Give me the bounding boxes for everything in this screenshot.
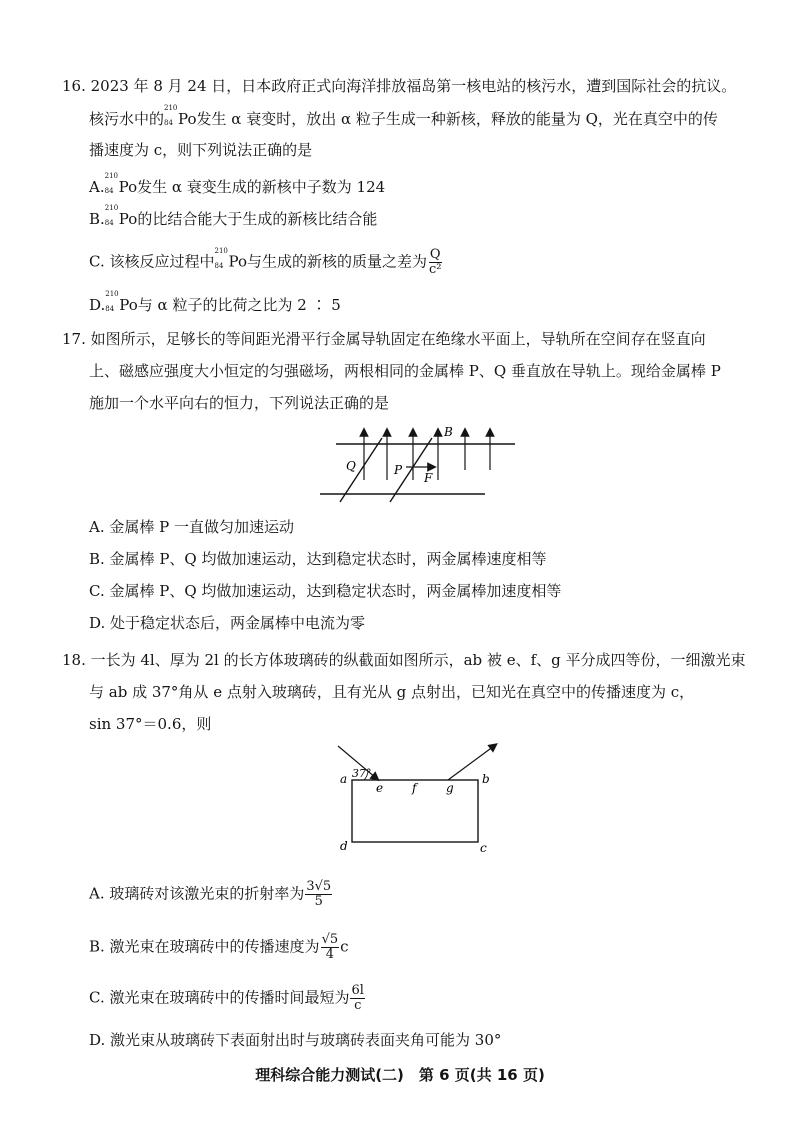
q17-option-a[interactable]: A. 金属棒 P 一直做匀加速运动 — [89, 518, 294, 536]
q18-option-b[interactable]: B. 激光束在玻璃砖中的传播速度为 $\frac{√5}{4}$ c — [89, 932, 349, 962]
q18-option-d[interactable]: D. 激光束从玻璃砖下表面射出时与玻璃砖表面夹角可能为 30° — [89, 1031, 502, 1049]
q16-stem-line1: 16. 2023 年 8 月 24 日，日本政府正式向海洋排放福岛第一核电站的核污水，遭到国际社会的抗议。 — [62, 77, 737, 95]
label-angle: 37° — [352, 767, 372, 780]
label-f: f — [412, 781, 417, 795]
label-b: B — [444, 425, 453, 439]
q18-option-a[interactable]: A. 玻璃砖对该激光束的折射率为 $\frac{3√5}{5}$ — [89, 879, 332, 909]
q17-option-d[interactable]: D. 处于稳定状态后，两金属棒中电流为零 — [89, 614, 366, 632]
q18-stem-line2: 与 ab 成 37°角从 e 点射入玻璃砖，且有光从 g 点射出，已知光在真空中的传播速度为 c， — [89, 683, 695, 701]
po-isotope-mark: 210 84 — [164, 104, 178, 127]
label-e: e — [376, 781, 384, 795]
page-footer: 理科综合能力测试(二) 第 6 页(共 16 页) — [255, 1066, 545, 1084]
q17-rails-figure — [310, 420, 530, 510]
q16-option-c[interactable]: C. 该核反应过程中 210 84 Po与生成的新核的质量之差为 $\frac{Q}{\text{c²}}$ — [89, 246, 442, 277]
q16-stem-line3: 播速度为 c，则下列说法正确的是 — [89, 141, 313, 159]
label-d: d — [340, 839, 348, 853]
label-c: c — [480, 841, 487, 855]
q16-option-d[interactable]: D. 210 84 Po与 α 粒子的比荷之比为 2 ∶ 5 — [89, 290, 341, 314]
q17-option-c[interactable]: C. 金属棒 P、Q 均做加速运动，达到稳定状态时，两金属棒加速度相等 — [89, 582, 562, 600]
q18-option-c[interactable]: C. 激光束在玻璃砖中的传播时间最短为 $\frac{6l}{c}$ — [89, 983, 364, 1013]
label-p: P — [394, 463, 403, 477]
q16-c-fraction: $\frac{Q}{\text{c²}}$ — [429, 247, 442, 277]
q18-stem-line1: 18. 一长为 4l、厚为 2l 的长方体玻璃砖的纵截面如图所示，ab 被 e、f、g 平分成四等份，一细激光束 — [62, 651, 746, 669]
q17-stem-line1: 17. 如图所示，足够长的等间距光滑平行金属导轨固定在绝缘水平面上，导轨所在空间存在竖直向 — [62, 330, 706, 348]
q18-stem-line3: sin 37°＝0.6，则 — [89, 715, 212, 733]
label-b: b — [482, 772, 490, 786]
label-q: Q — [346, 459, 356, 473]
q17-option-b[interactable]: B. 金属棒 P、Q 均做加速运动，达到稳定状态时，两金属棒速度相等 — [89, 550, 547, 568]
label-a: a — [340, 772, 348, 786]
q17-stem-line2: 上、磁感应强度大小恒定的匀强磁场，两根相同的金属棒 P、Q 垂直放在导轨上。现给金属棒 P — [89, 362, 721, 380]
label-g: g — [446, 781, 454, 795]
q16-stem-line2: 核污水中的 210 84 Po发生 α 衰变时，放出 α 粒子生成一种新核，释放的能量为 Q，光在真空中的传 — [89, 104, 718, 128]
q16-option-a[interactable]: A. 210 84 Po发生 α 衰变生成的新核中子数为 124 — [89, 172, 386, 196]
label-f: F — [424, 471, 433, 485]
q17-stem-line3: 施加一个水平向右的恒力，下列说法正确的是 — [89, 394, 390, 412]
q16-option-b[interactable]: B. 210 84 Po的比结合能大于生成的新核比结合能 — [89, 204, 378, 228]
q18-glass-brick-figure — [330, 742, 510, 857]
